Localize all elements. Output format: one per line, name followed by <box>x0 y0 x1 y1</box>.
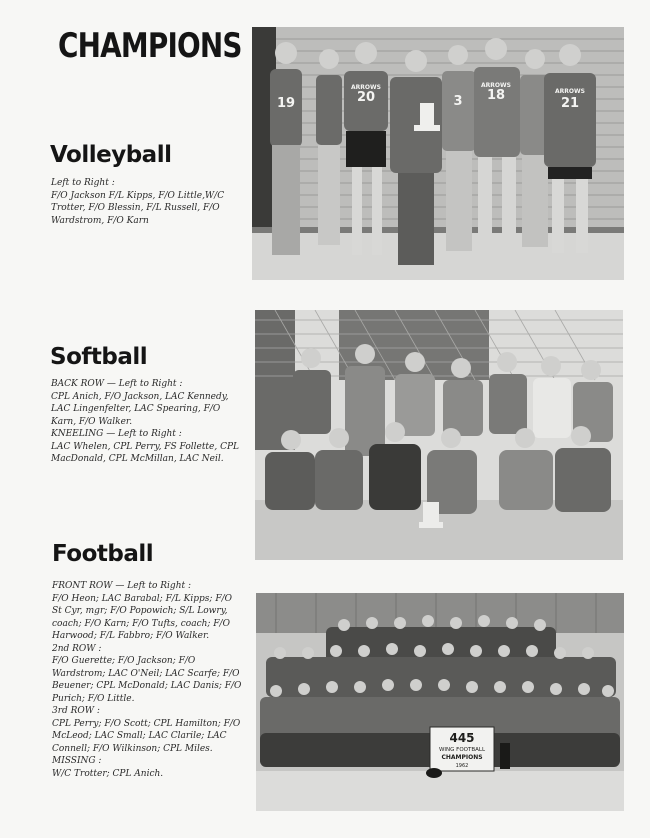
jersey-lettering: ARROWS <box>555 88 585 95</box>
caption-label: Left to Right : <box>51 178 115 188</box>
banner-number: 445 <box>449 731 475 745</box>
page-heading: CHAMPIONS <box>58 26 242 66</box>
softball-team-photo <box>255 310 623 560</box>
caption-names: F/O Heon; LAC Barabal; F/L Kipps; F/O St Cyr, mgr; F/O Popowich; S/L Lowry, coach; F/O Karn; F/O Tufts, coach; F/O Harwood; F/L Fabbro; F/O Walker. <box>52 593 232 641</box>
jersey-number: 21 <box>560 96 580 111</box>
caption-names: LAC Whelen, CPL Perry, FS Follette, CPL MacDonald, CPL McMillan, LAC Neil. <box>51 441 240 464</box>
jersey-number: 18 <box>486 88 506 103</box>
jersey-lettering: ARROWS <box>351 84 381 91</box>
caption-label: FRONT ROW — Left to Right : <box>52 581 191 591</box>
jersey-number: 3 <box>453 94 463 109</box>
caption-label: 3rd ROW : <box>52 706 100 716</box>
softball-caption <box>51 378 241 466</box>
football-photo-illustration <box>256 593 624 811</box>
volleyball-title: Volleyball <box>50 142 172 168</box>
caption-names: F/O Guerette; F/O Jackson; F/O Wardstrom; LAC O'Neil; LAC Scarfe; F/O Beuener; CPL McDonald; LAC Danis; F/O Purich; F/O Little. <box>52 656 242 704</box>
football-team-photo <box>256 593 624 811</box>
caption-label: BACK ROW — Left to Right : <box>51 379 183 389</box>
caption-label: MISSING : <box>52 756 102 766</box>
banner-line2: CHAMPIONS <box>441 754 483 761</box>
jersey-number: 20 <box>356 90 376 105</box>
banner-line1: WING FOOTBALL <box>438 747 486 753</box>
football-caption <box>52 580 242 780</box>
volleyball-caption <box>51 177 247 227</box>
football-title: Football <box>52 541 154 567</box>
volleyball-team-photo <box>252 27 624 280</box>
volleyball-photo-illustration <box>252 27 624 280</box>
jersey-lettering: ARROWS <box>481 82 511 89</box>
caption-label: 2nd ROW : <box>52 643 102 654</box>
caption-names: CPL Perry; F/O Scott; CPL Hamilton; F/O McLeod; LAC Small; LAC Clarile; LAC Connell; F/O Wilkinson; CPL Miles. <box>52 718 241 754</box>
jersey-number: 19 <box>276 96 296 111</box>
softball-photo-illustration <box>255 310 623 560</box>
caption-names: F/O Jackson F/L Kipps, F/O Little,W/C Trotter, F/O Blessin, F/L Russell, F/O Wardstrom, F/O Karn <box>51 190 225 226</box>
caption-names: CPL Anich, F/O Jackson, LAC Kennedy, LAC Lingenfelter, LAC Spearing, F/O Karn, F/O Walker. <box>51 391 229 427</box>
softball-title: Softball <box>50 344 148 370</box>
caption-label: KNEELING — Left to Right : <box>51 429 182 439</box>
banner-year: 1962 <box>455 763 469 769</box>
caption-names: W/C Trotter; CPL Anich. <box>52 768 164 779</box>
